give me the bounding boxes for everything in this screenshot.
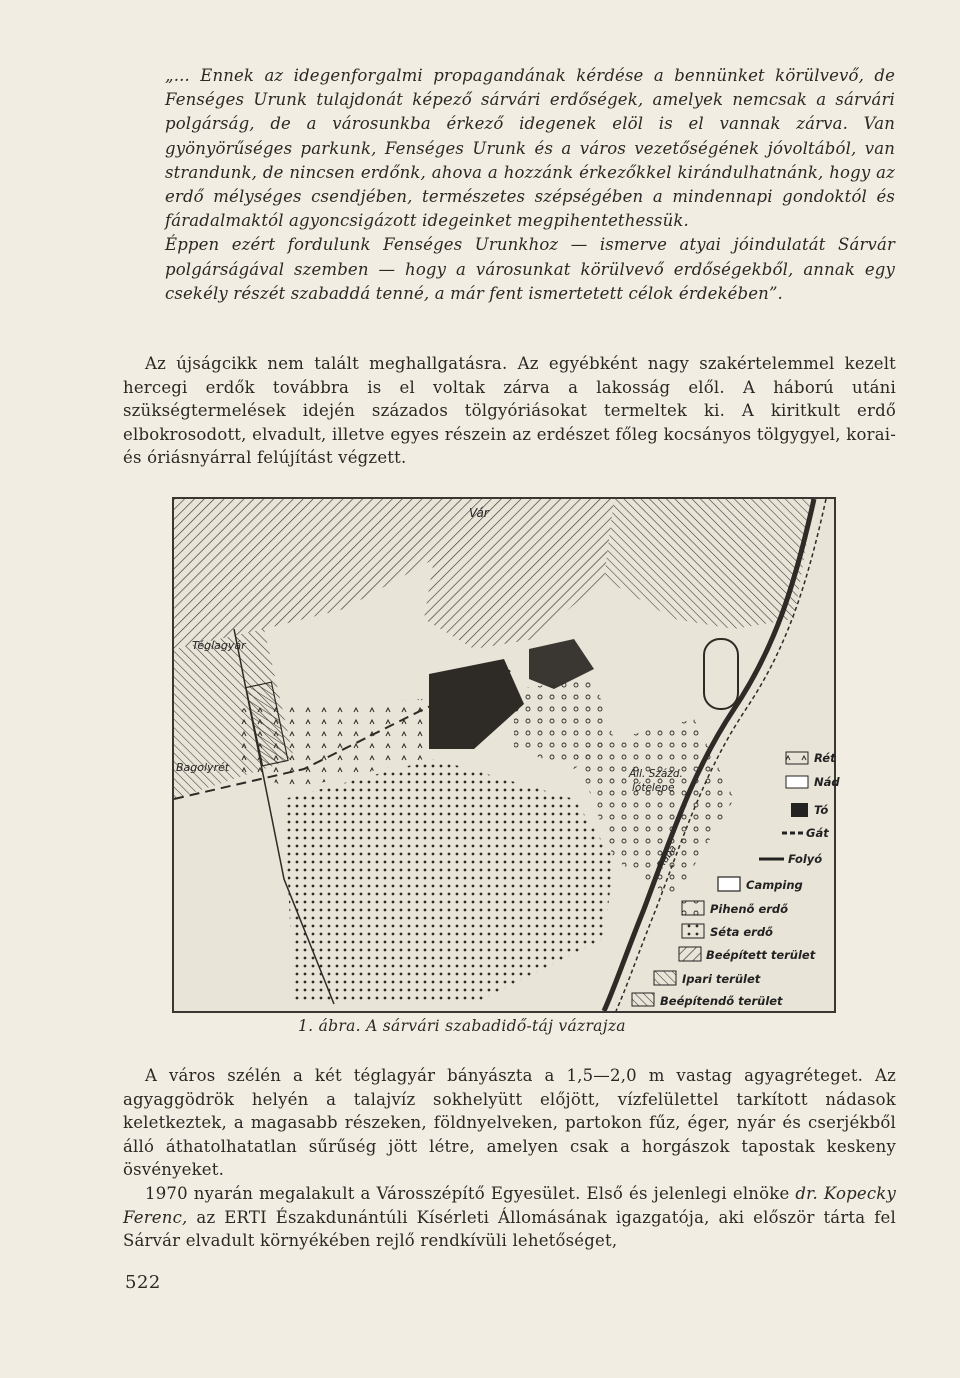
body-paragraph-2: A város szélén a két téglagyár bányászta a 1,5—2,0 m vastag agyagréteget. Az agyaggödrök helyén a talajvíz sokhelyütt előjött, vízfelülettel tarkított nádasok keletkeztek, a magasabb részeken, földnyelveken, partokon fűz, éger, nyár és cserjékből álló áthatolhatatlan sűrűség jött létre, amelyen csak a horgászok tapostak keskeny ösvényeket.: [123, 1066, 896, 1180]
person-name: dr. Kopecky Ferenc,: [123, 1183, 896, 1227]
label-var: Vár: [469, 506, 489, 520]
legend-camping-label: Camping: [746, 878, 803, 892]
label-raba: Rába: [655, 843, 680, 871]
quote-paragraph-2: Éppen ezért fordulunk Fenséges Urunkhoz — ismerve atyai jóindulatát Sárvár polgárságával szemben — hogy a városunkat körülvevő erdőségekből, annak egy csekély részét szabaddá tenné, a már fent ismertetett célok érdekében”.: [165, 235, 895, 303]
legend-ret-swatch: [786, 752, 808, 764]
legend-ipari-swatch: [654, 971, 676, 985]
legend-folyo-label: Folyó: [788, 852, 823, 866]
legend-beepitendo-swatch: [632, 993, 654, 1006]
legend-camping-swatch: [718, 877, 740, 891]
paragraph-3-start: 1970 nyarán megalakult a Városszépítő Egyesület. Első és jelenlegi elnöke: [145, 1183, 796, 1203]
legend-beepitett-label: Beépített terület: [706, 948, 816, 962]
body-text-top: [123, 352, 896, 470]
body-text-bottom: [123, 1064, 896, 1253]
legend-gat-label: Gát: [806, 826, 829, 840]
legend-ret-label: Rét: [814, 751, 836, 765]
paragraph-3-end: az ERTI Északdunántúli Kísérleti Állomásának igazgatója, aki először tárta fel Sárvár elvadult környékében rejlő rendkívüli lehetőséget,: [123, 1207, 896, 1251]
legend-nad-label: Nád: [814, 775, 840, 789]
legend-ipari-label: Ipari terület: [682, 972, 761, 986]
label-bagolyret: Bagolyrét: [176, 761, 230, 774]
map-sketch: [174, 499, 840, 1011]
label-all-szazd: Áll. Százd.: [629, 768, 683, 780]
page-number: 522: [125, 1272, 161, 1293]
legend-beepitett-swatch: [679, 947, 701, 961]
body-paragraph-1: Az újságcikk nem talált meghallgatásra. Az egyébként nagy szakértelemmel kezelt hercegi erdők továbbra is el voltak zárva a lakosság elől. A háború utáni szükségtermelések idején százados tölgyóriásokat termeltek ki. A kiritkult erdő elbokrosodott, elvadult, illetve egyes részein az erdészet főleg kocsányos tölgygyel, korai- és óriásnyárral felújítást végzett.: [123, 354, 896, 468]
legend-beepitendo-label: Beépítendő terület: [660, 994, 783, 1008]
quote-paragraph-1: „... Ennek az idegenforgalmi propagandának kérdése a bennünket körülvevő, de Fenséges Urunk tulajdonát képező sárvári erdőségek, amelyek nemcsak a sárvári polgárság, de a városunkba érkező idegenek elöl is el vannak zárva. Van gyönyörűséges parkunk, Fenséges Urunk és a város vezetőségének jóvoltából, van strandunk, de nincsen erdőnk, ahova a hozzánk érkezőkkel kirándulhatnánk, hogy az erdő mélységes csendjében, természetes szépségében a mindennapi gondoktól és fáradalmaktól agyoncsigázott idegeinket megpihentethessük.: [165, 66, 895, 231]
legend-nad-swatch: [786, 776, 808, 788]
label-lotelepe: lótelepe: [632, 782, 675, 794]
legend-piheno-label: Pihenő erdő: [710, 902, 789, 916]
legend-piheno-swatch: [682, 901, 704, 915]
quoted-article: [165, 64, 895, 306]
legend-seta-swatch: [682, 924, 704, 938]
legend-to-swatch: [791, 803, 808, 817]
label-teglagyar: Téglagyár: [192, 639, 246, 652]
legend-seta-label: Séta erdő: [710, 925, 773, 939]
map-figure: [172, 497, 840, 1013]
body-paragraph-3: [123, 1182, 896, 1253]
figure-caption: 1. ábra. A sárvári szabadidő-táj vázrajza: [298, 1017, 626, 1035]
legend-to-label: Tó: [814, 803, 829, 817]
